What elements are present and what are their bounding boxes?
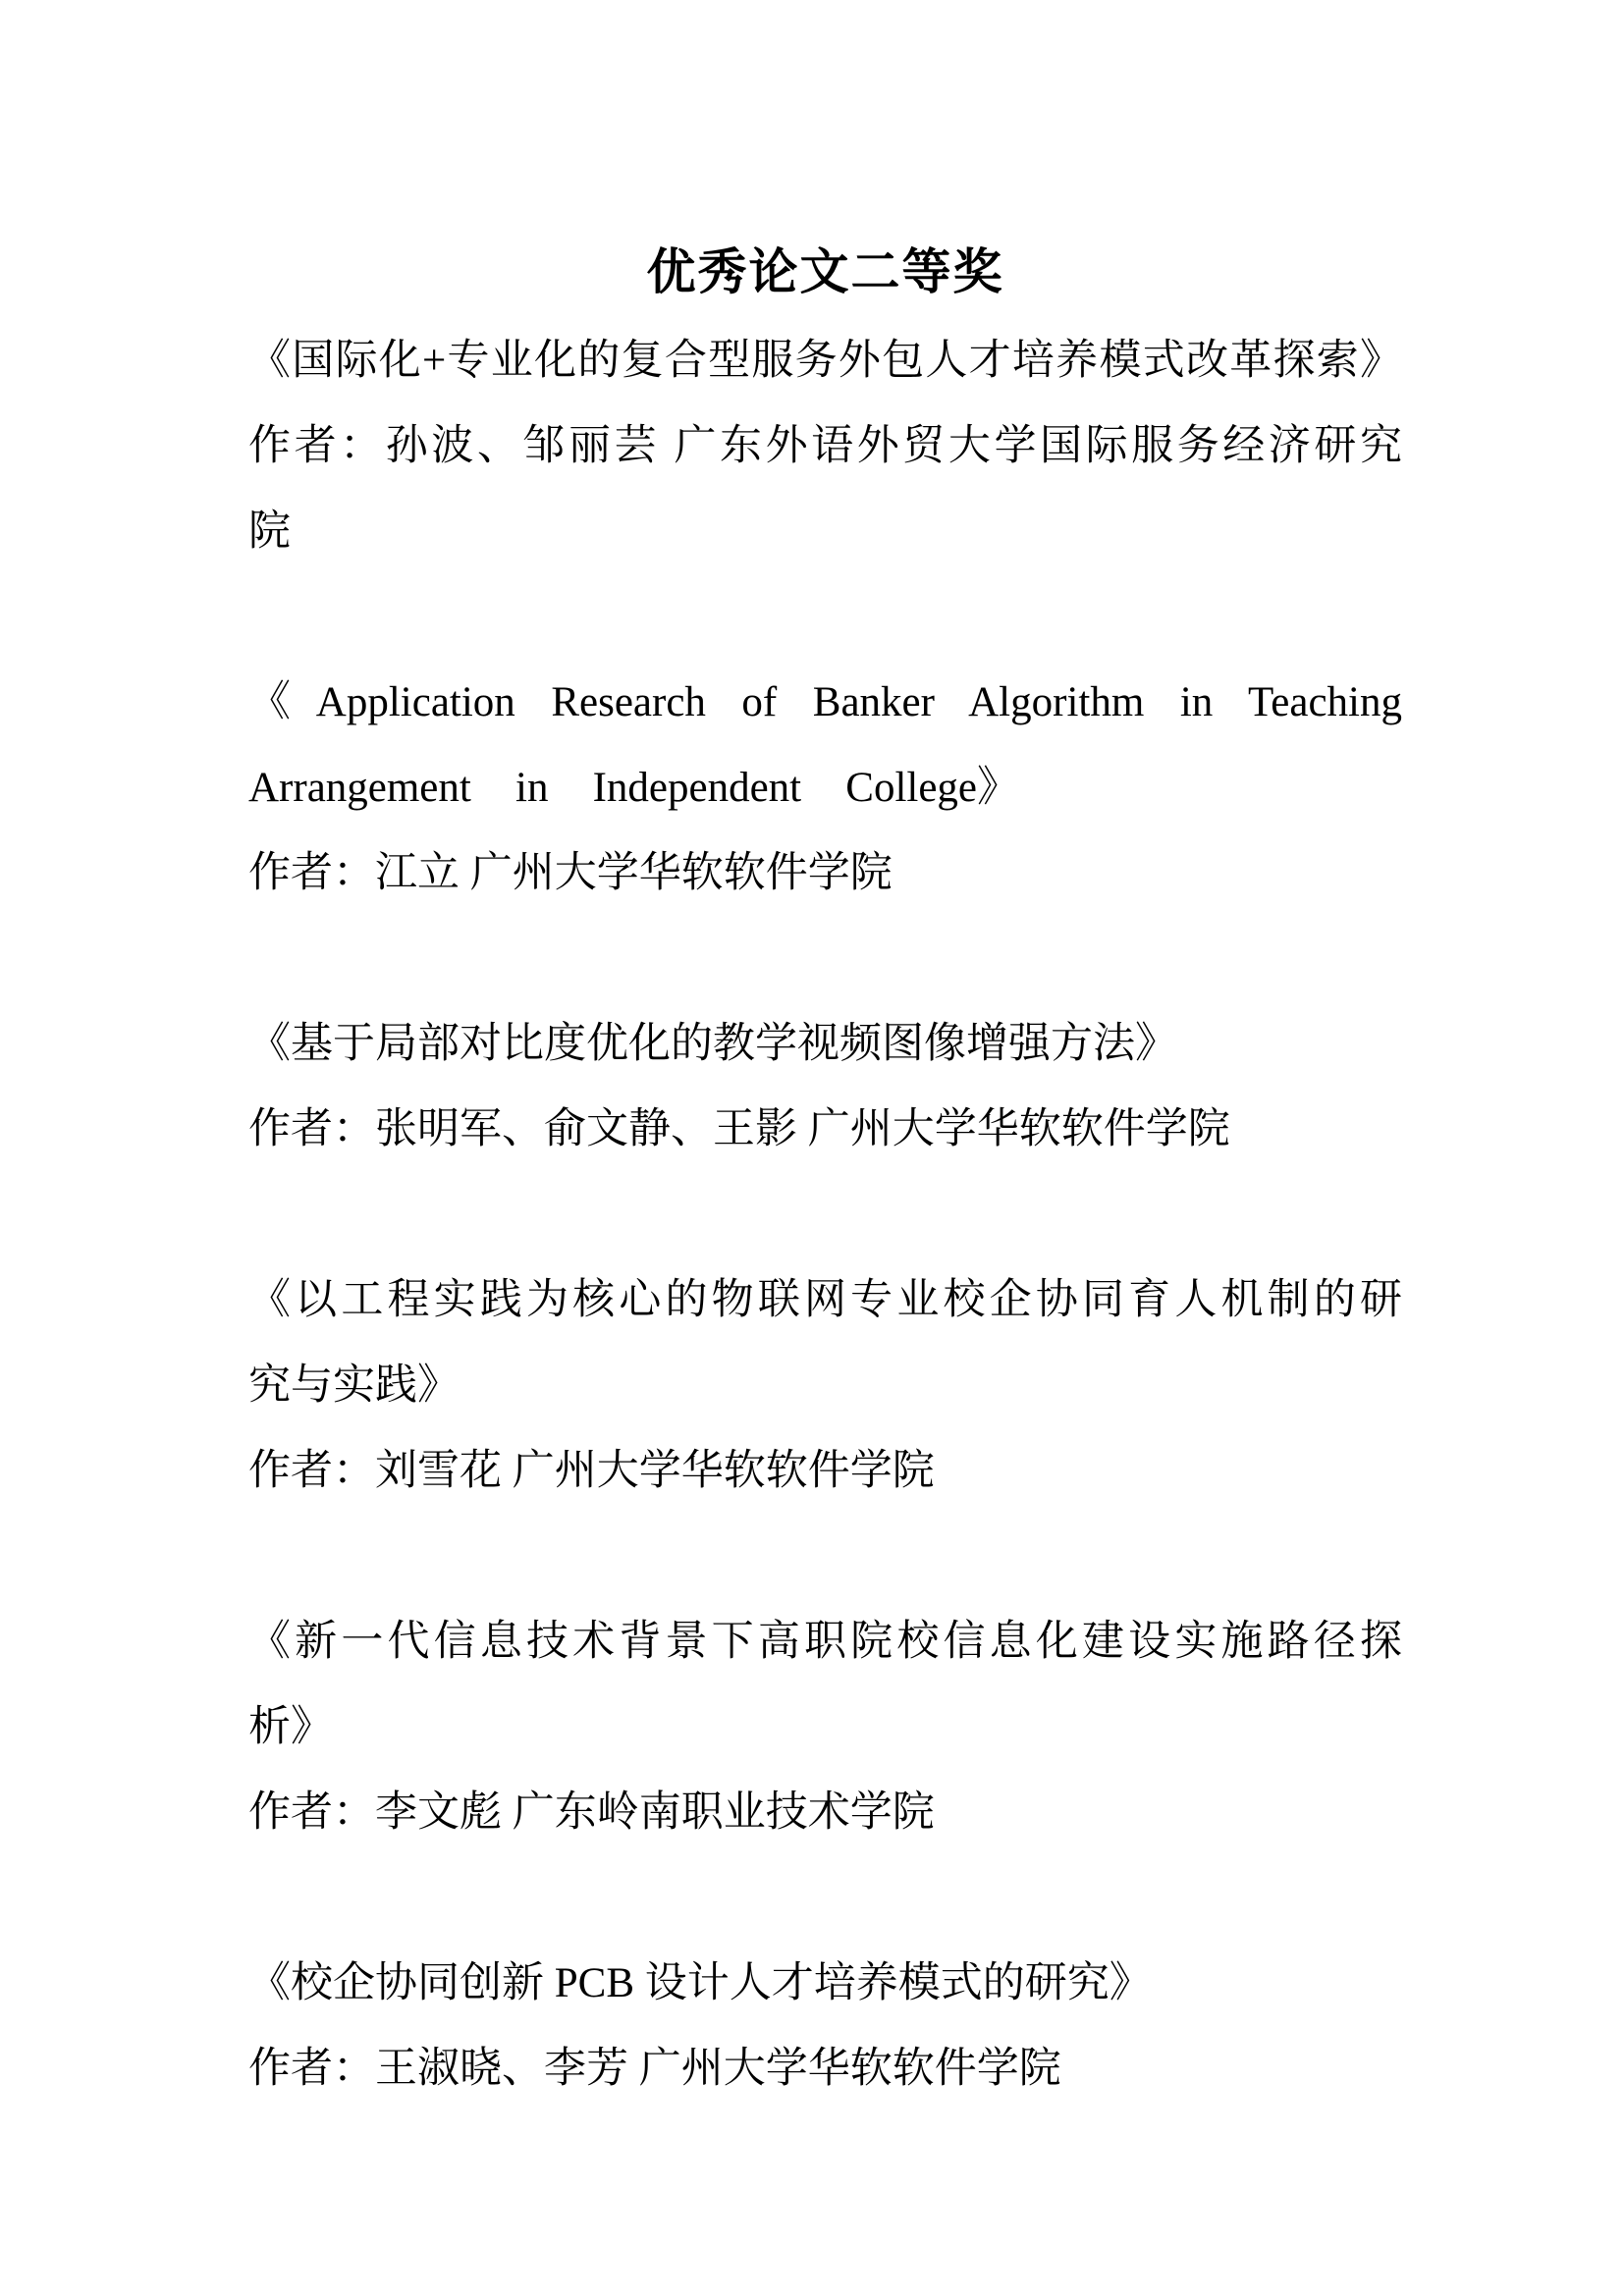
authors-line: 作者：江立 广州大学华软软件学院 (248, 850, 893, 896)
award-entry (248, 1599, 1402, 1855)
award-entry (248, 1941, 1402, 2111)
authors-line: 院 (248, 508, 291, 555)
document-content (248, 226, 1402, 2111)
award-entry (248, 1001, 1402, 1172)
paper-title-line: 《Application Research of Banker Algorithm in Teaching (248, 679, 1402, 725)
authors-line: 作者：刘雪花 广州大学华软软件学院 (248, 1448, 935, 1494)
authors-line: 作者：王淑晓、李芳 广州大学华软软件学院 (248, 2046, 1061, 2092)
paper-title-line: 《校企协同创新 PCB 设计人才培养模式的研究》 (248, 1960, 1152, 2006)
paper-title-line: 《国际化+专业化的复合型服务外包人才培养模式改革探索》 (248, 338, 1402, 384)
award-entry (248, 1257, 1402, 1514)
paper-title-line: 《以工程实践为核心的物联网专业校企协同育人机制的研 (248, 1277, 1402, 1323)
paper-title-line: Arrangement in Independent College》 (248, 765, 1020, 811)
award-entry (248, 660, 1402, 916)
authors-line: 作者：李文彪 广东岭南职业技术学院 (248, 1789, 935, 1836)
paper-title-line: 析》 (248, 1704, 333, 1750)
paper-title-line: 《基于局部对比度优化的教学视频图像增强方法》 (248, 1021, 1177, 1067)
paper-title-line: 《新一代信息技术背景下高职院校信息化建设实施路径探 (248, 1619, 1402, 1665)
document-title: 优秀论文二等奖 (646, 244, 1004, 299)
authors-line: 作者：孙波、邹丽芸 广东外语外贸大学国际服务经济研究 (248, 423, 1402, 469)
authors-line: 作者：张明军、俞文静、王影 广州大学华软软件学院 (248, 1106, 1230, 1152)
paper-title-line: 究与实践》 (248, 1362, 460, 1409)
award-entry (248, 318, 1402, 574)
award-entry-list (248, 318, 1402, 2111)
